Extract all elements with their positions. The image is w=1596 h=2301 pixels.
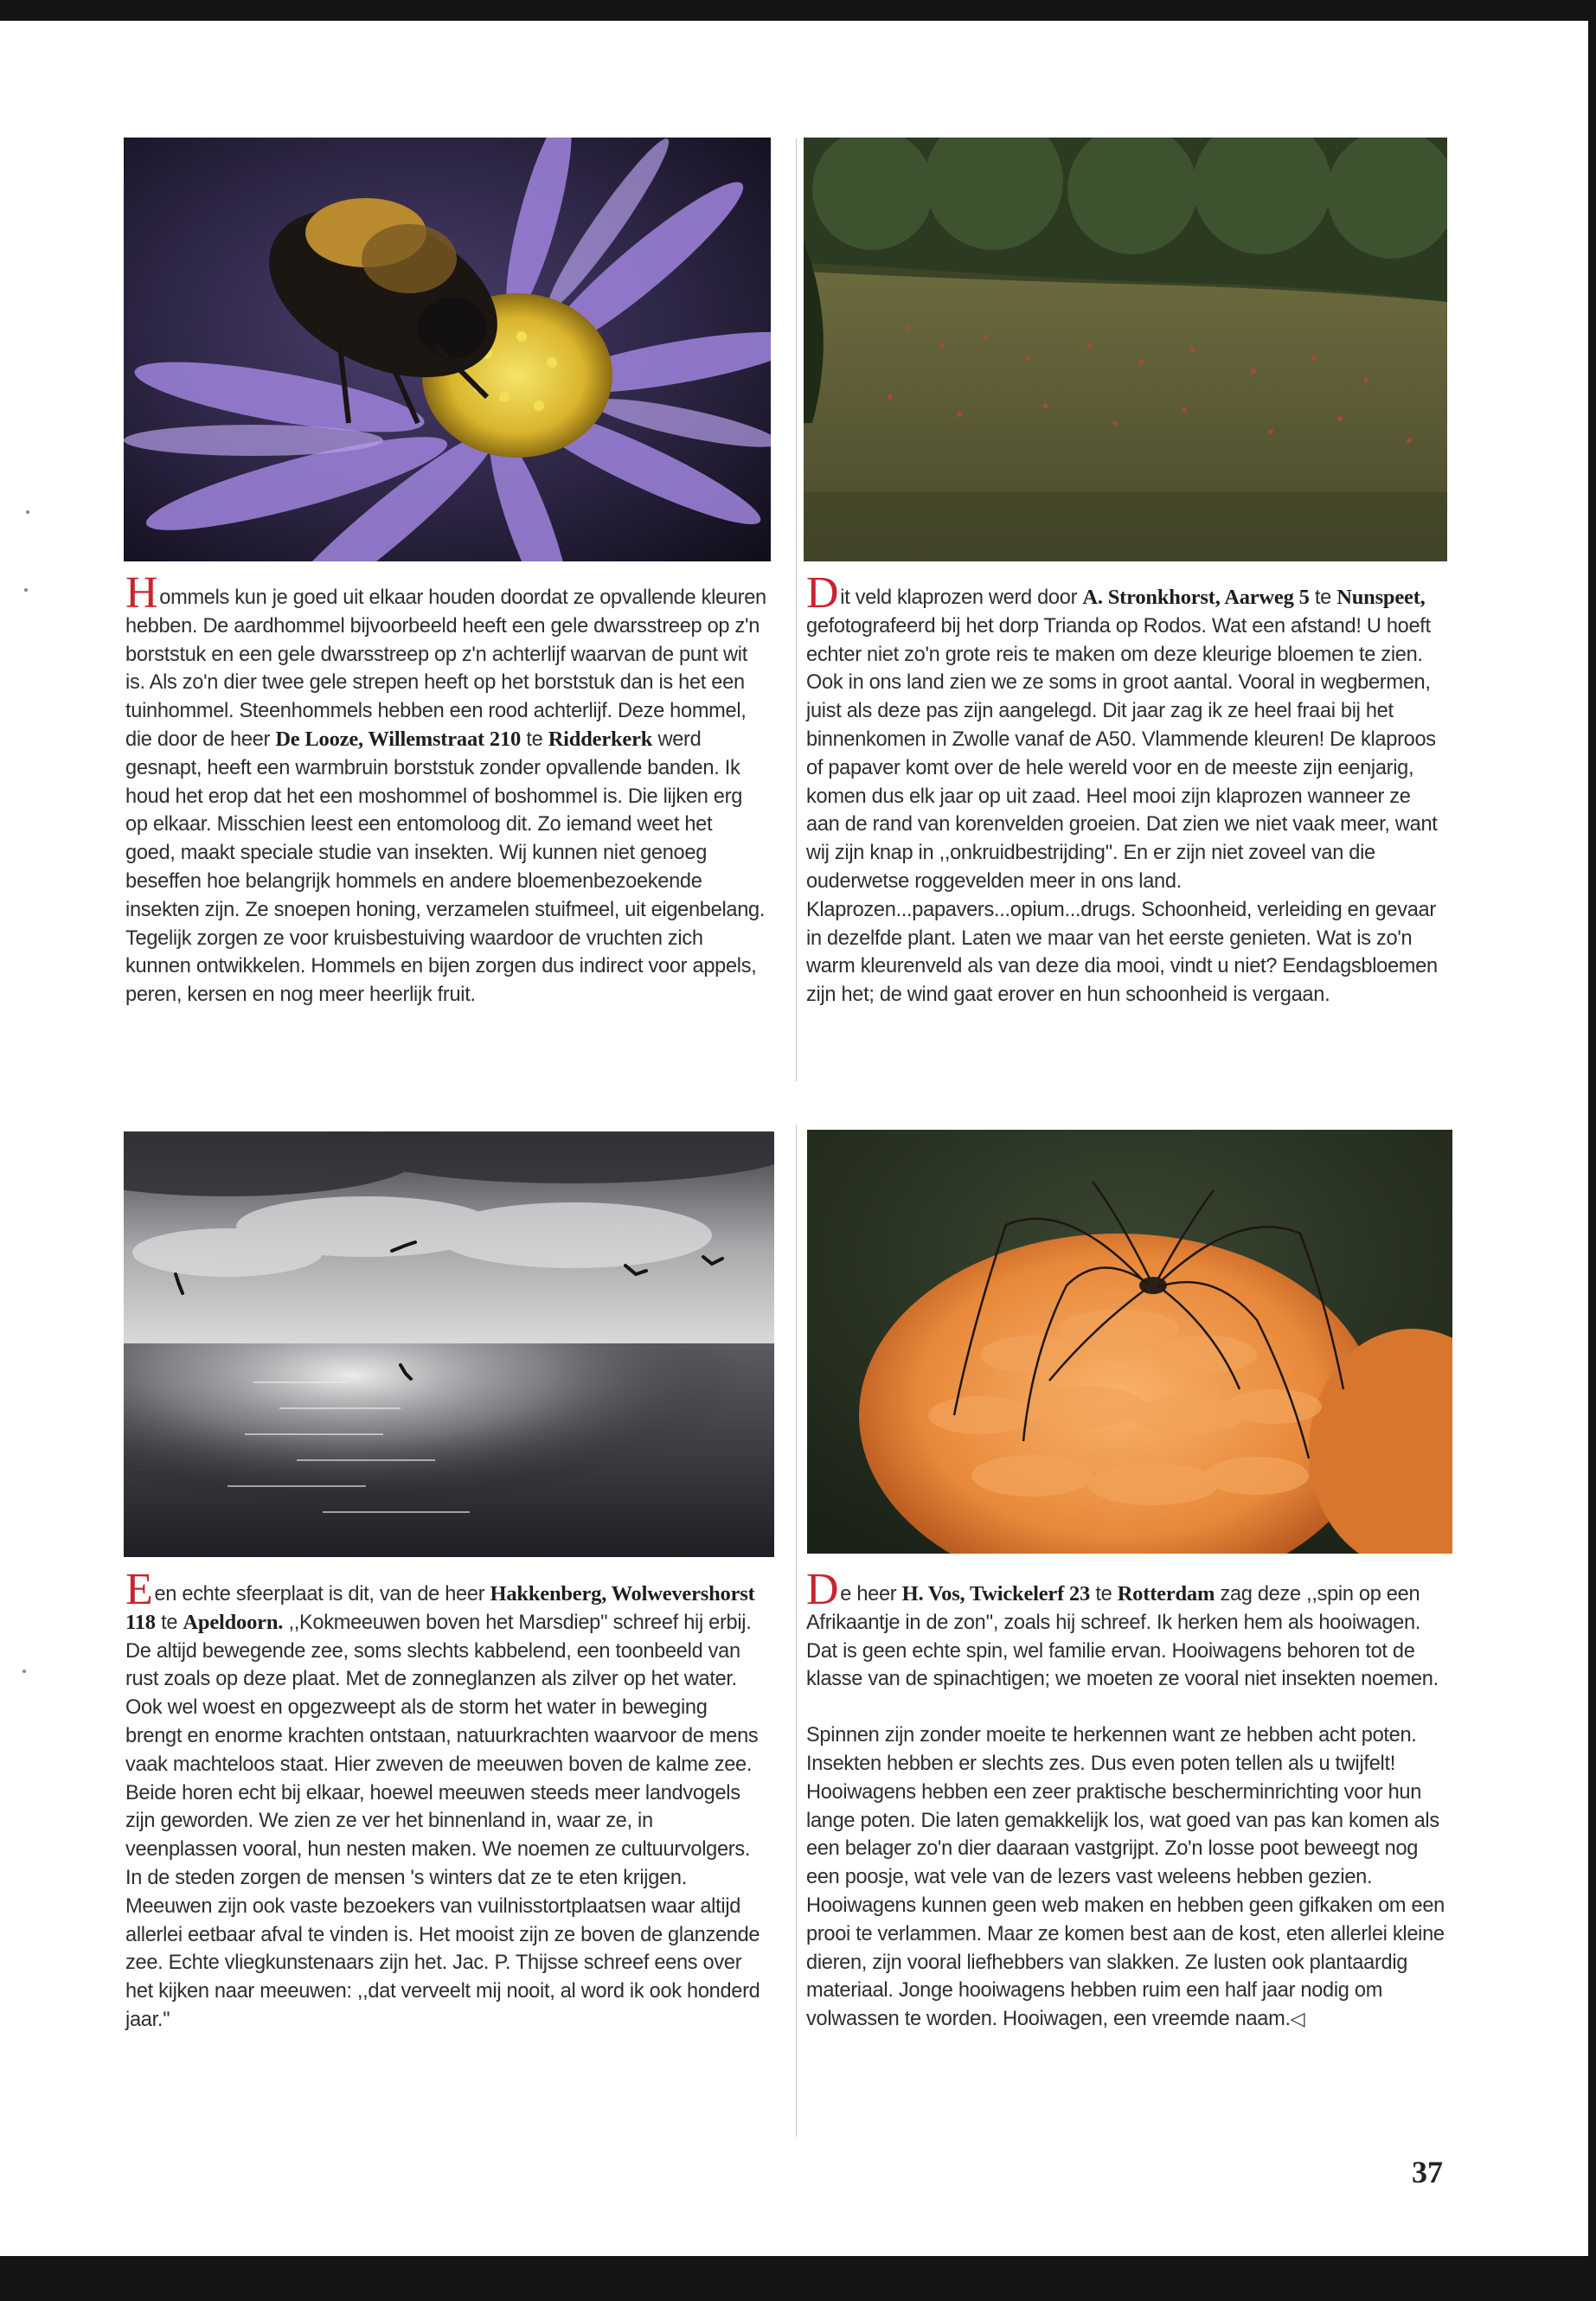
harvestman-on-marigold-illustration (807, 1130, 1452, 1554)
harvestman-on-marigold-photo (807, 1130, 1452, 1554)
bumblebee-article (125, 568, 767, 1009)
poppy-field-photo (804, 138, 1447, 561)
dropcap: D (806, 1565, 839, 1614)
poppies-article (806, 568, 1448, 1009)
harvestman-paragraph-1 (806, 1565, 1448, 1694)
harvestman-paragraph-2 (806, 1721, 1448, 2034)
article-text: zag deze ,,spin op een Afrikaantje in de zon'', zoals hij schreef. Ik herken hem als hooiwagen. Dat is geen echte spin, wel familie ervan. Hooiwagens behoren tot de klasse van de spinachtigen; we moeten ze vooral niet insekten noemen. (806, 1583, 1439, 1691)
article-text: e heer (840, 1583, 897, 1606)
photographer-city: Apeldoorn. (183, 1610, 284, 1634)
photographer-city: Rotterdam (1117, 1582, 1215, 1606)
scan-border-top (0, 0, 1596, 21)
gulls-over-sea-photo (124, 1131, 774, 1557)
dropcap: D (806, 568, 839, 618)
photographer-name: De Looze, Willemstraat 210 (275, 727, 522, 751)
scan-border-bottom (0, 2256, 1596, 2301)
photographer-name: H. Vos, Twickelerf 23 (901, 1582, 1091, 1606)
article-text: werd gesnapt, heeft een warmbruin borststuk zonder opvallende banden. Ik houd het erop dat het een moshommel of boshommel is. Die lijken erg op elkaar. Misschien leest een entomoloog dit. Zo iemand weet het goed, maakt speciale studie van insekten. Wij kunnen niet genoeg beseffen hoe belangrijk hommels en andere bloemenbezoekende insekten zijn. Ze snoepen honing, verzamelen stuifmeel, uit eigenbelang. Tegelijk zorgen ze voor kruisbestuiving waardoor de vruchten zich kunnen ontwikkelen. Hommels en bijen zorgen dus indirect voor appels, peren, kersen en nog meer heerlijk fruit. (125, 727, 766, 1007)
article-text: ,,Kokmeeuwen boven het Marsdiep'' schreef hij erbij. De altijd bewegende zee, soms slechts kabbelend, een toonbeeld van rust zoals op deze plaat. Met de zonneglanzen als zilver op het water. Ook wel woest en opgezweept als de storm het water in beweging brengt en enorme krachten ontstaan, natuurkrachten waarvoor de mens vaak machteloos staat. Hier zweven de meeuwen boven de kalme zee. Beide horen echt bij elkaar, hoewel meeuwen steeds meer landvogels zijn geworden. We zien ze ver het binnenland in, waar ze, in veenplassen vooral, hun nesten maken. We noemen ze cultuurvolgers. In de steden zorgen de mensen 's winters dat ze te eten krijgen. Meeuwen zijn ook vaste bezoekers van vuilnisstortplaatsen waar altijd allerlei eetbaar afval te vinden is. Het mooist zijn ze boven de glanzende zee. Echte vliegkunstenaars zijn het. Jac. P. Thijsse schreef eens over het kijken naar meeuwen: ,,dat verveelt mij nooit, al word ik ook honderd jaar.'' (125, 1611, 760, 2031)
harvestman-article (806, 1565, 1448, 2034)
article-text: it veld klaprozen werd door (840, 586, 1078, 609)
gulls-paragraph (125, 1565, 767, 2035)
article-text: te (1314, 586, 1331, 609)
bumblebee-on-aster-illustration (124, 138, 771, 561)
column-divider-bottom (796, 1125, 797, 2137)
article-text: te (526, 727, 543, 751)
bumblebee-paragraph (125, 568, 767, 1009)
poppy-field-illustration (804, 138, 1447, 561)
article-text: gefotografeerd bij het dorp Trianda op Rodos. Wat een afstand! U hoeft echter niet zo'n grote reis te maken om deze kleurige bloemen te zien. Ook in ons land zien we ze soms in groot aantal. Vooral in wegbermen, juist als deze pas zijn aangelegd. Dit jaar zag ik ze heel fraai bij het binnenkomen in Zwolle vanaf de A50. Vlammende kleuren! De klaproos of papaver komt over de hele wereld voor en de meeste zijn eenjarig, komen dus elk jaar op uit zaad. Heel mooi zijn klaprozen wanneer ze aan de rand van korenvelden groeien. Dat zien we niet vaak meer, want wij zijn knap in ,,onkruidbestrijding''. En er zijn niet zoveel van die ouderwetse roggevelden meer in ons land. Klaprozen...papavers...opium...drugs. Schoonheid, verleiding en gevaar in dezelfde plant. Laten we maar van het eerste genieten. Wat is zo'n warm kleurenveld als van deze dia mooi, vindt u niet? Eendagsbloemen zijn het; de wind gaat erover en hun schoonheid is vergaan. (806, 614, 1438, 1007)
photographer-name: A. Stronkhorst, Aarweg 5 (1082, 586, 1310, 609)
article-text: ommels kun je goed uit elkaar houden doordat ze opvallende kleuren hebben. De aardhommel bijvoorbeeld heeft een gele dwarsstreep op z'n borststuk en een gele dwarsstreep op z'n achterlijf waarvan de punt wit is. Als zo'n dier twee gele strepen heeft op het borststuk dan is het een tuinhommel. Steenhommels hebben een rood achterlijf. Deze hommel, die door de heer (125, 586, 766, 751)
article-text: te (1095, 1583, 1112, 1606)
column-divider-top (796, 138, 797, 1081)
end-of-article-icon: ◁ (1290, 2008, 1305, 2030)
article-text: Spinnen zijn zonder moeite te herkennen want ze hebben acht poten. Insekten hebben er slechts zes. Dus even poten tellen als u twijfelt! Hooiwagens hebben een zeer praktische bescherminrichting voor hun lange poten. Die laten gemakkelijk los, wat goed van pas kan komen als een belager zo'n dier daaraan vastgrijpt. Zo'n losse poot beweegt nog een poosje, wat vele van de lezers vast weleens hebben gezien. Hooiwagens kunnen geen web maken en hebben geen gifkaken om een prooi te verlammen. Maar ze komen best aan de kost, eten allerlei kleine dieren, zijn vooral liefhebbers van slakken. Ze lusten ook plantaardig materiaal. Jonge hooiwagens hebben ruim een half jaar nodig om volwassen te worden. Hooiwagen, een vreemde naam. (806, 1724, 1445, 2031)
dropcap: H (125, 568, 158, 618)
bumblebee-photo (124, 138, 771, 561)
photographer-city: Ridderkerk (548, 727, 653, 751)
scan-speck (22, 1670, 26, 1673)
scan-speck (24, 588, 28, 592)
scan-border-right (1588, 0, 1596, 2301)
poppies-paragraph (806, 568, 1448, 1009)
photographer-city: Nunspeet, (1336, 586, 1426, 609)
scan-speck (26, 510, 29, 514)
gulls-over-sea-illustration (124, 1131, 774, 1557)
gulls-article (125, 1565, 767, 2035)
article-text: te (161, 1611, 178, 1634)
article-text: en echte sfeerplaat is dit, van de heer (154, 1583, 485, 1606)
photographer-name: Hakkenberg, Wolwevershorst 118 (125, 1582, 755, 1634)
dropcap: E (125, 1565, 153, 1614)
page-number: 37 (1412, 2155, 1443, 2189)
